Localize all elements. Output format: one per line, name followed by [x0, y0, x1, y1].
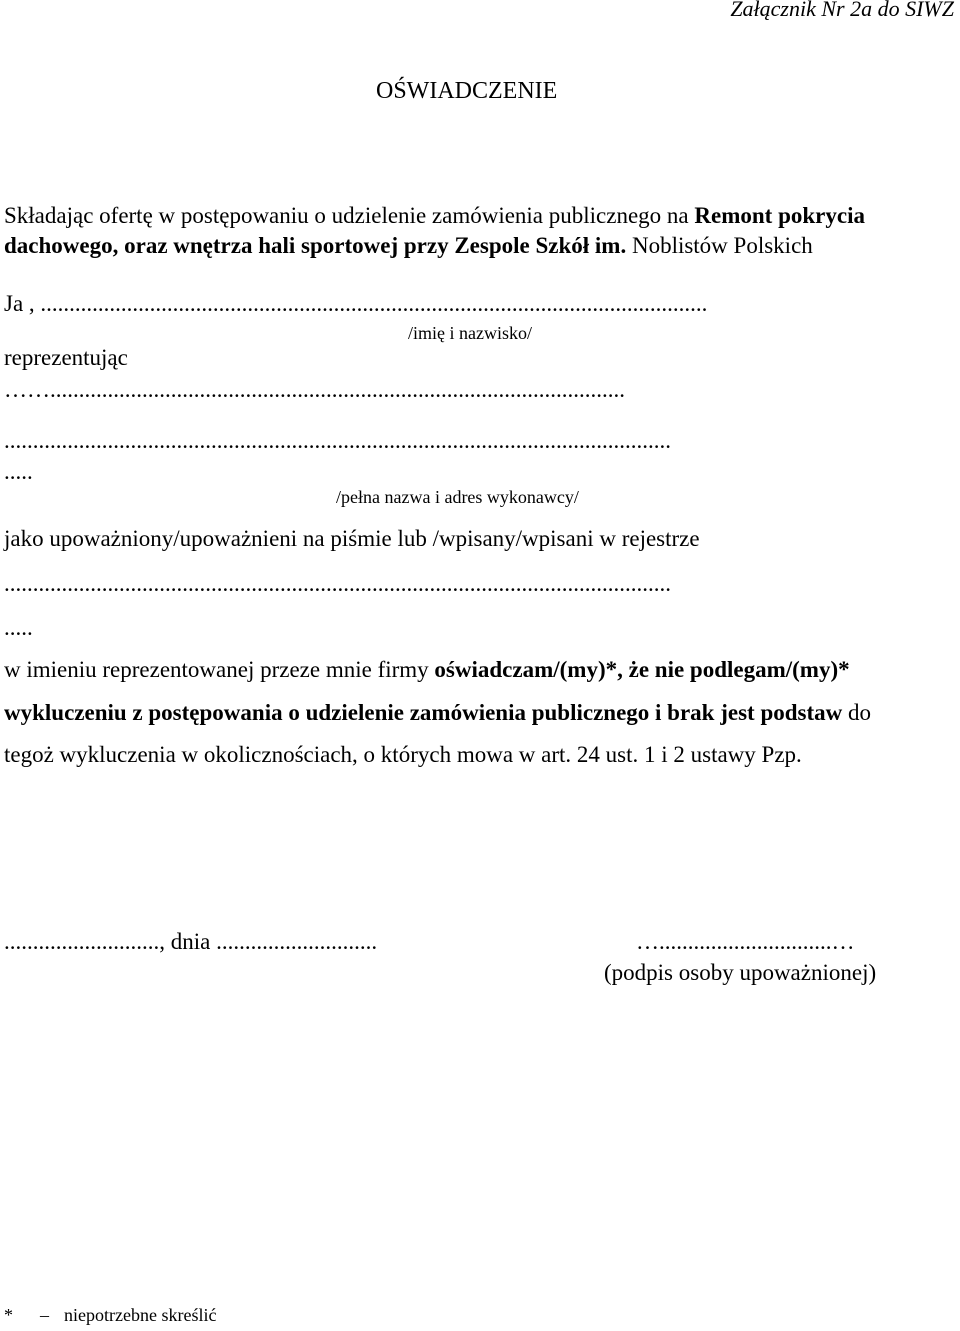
representing-dots-3: .....: [4, 459, 33, 484]
intro-subject: Remont pokrycia: [694, 203, 865, 228]
declaration-statement: oświadczam/(my)*, że nie podlegam/(my)*: [434, 657, 850, 682]
declaration-text-cont: do: [842, 700, 872, 725]
authorization-text: jako upoważniony/upoważnieni na piśmie lub /wpisany/wpisani w rejestrze: [4, 526, 700, 551]
representing-dots-2: ....................................................................................................................: [4, 428, 671, 453]
place-date-field: ..........................., dnia ............................: [4, 929, 378, 954]
signature-dots: …..............................…: [636, 929, 855, 954]
contractor-caption: /pełna nazwa i adres wykonawcy/: [336, 487, 579, 507]
representing-dots-1: ……....................................................................................................: [4, 377, 625, 402]
declaration-statement-cont: wykluczeniu z postępowania o udzielenie zamówienia publicznego i brak jest podstaw: [4, 700, 843, 725]
register-dots-2: .....: [4, 615, 33, 640]
intro-subject-cont: dachowego, oraz wnętrza hali sportowej przy Zespole Szkół im.: [4, 233, 632, 258]
declaration-text: w imieniu reprezentowanej przeze mnie firmy: [4, 657, 435, 682]
intro-line-1: [4, 203, 865, 229]
intro-school-name: Noblistów Polskich: [631, 233, 813, 258]
footnote-dash: –: [40, 1305, 49, 1325]
declaration-line-3: tegoż wykluczenia w okolicznościach, o których mowa w art. 24 ust. 1 i 2 ustawy Pzp.: [4, 742, 802, 767]
declaration-line-2: [4, 700, 871, 726]
signature-caption: (podpis osoby upoważnionej): [604, 960, 877, 985]
name-caption: /imię i nazwisko/: [408, 323, 532, 343]
footnote-text: niepotrzebne skreślić: [64, 1305, 217, 1325]
register-dots-1: ....................................................................................................................: [4, 571, 671, 596]
declaration-line-1: [4, 657, 850, 683]
intro-line-2: [4, 233, 813, 259]
annex-label: Załącznik Nr 2a do SIWZ: [730, 0, 954, 21]
representing-label: reprezentując: [4, 345, 128, 370]
footnote: [4, 1305, 216, 1326]
footnote-star: *: [4, 1305, 13, 1325]
name-field: Ja , ....................................................................................................................: [4, 291, 708, 316]
document-title: OŚWIADCZENIE: [376, 78, 558, 104]
intro-text: Składając ofertę w postępowaniu o udzielenie zamówienia publicznego na: [4, 203, 695, 228]
